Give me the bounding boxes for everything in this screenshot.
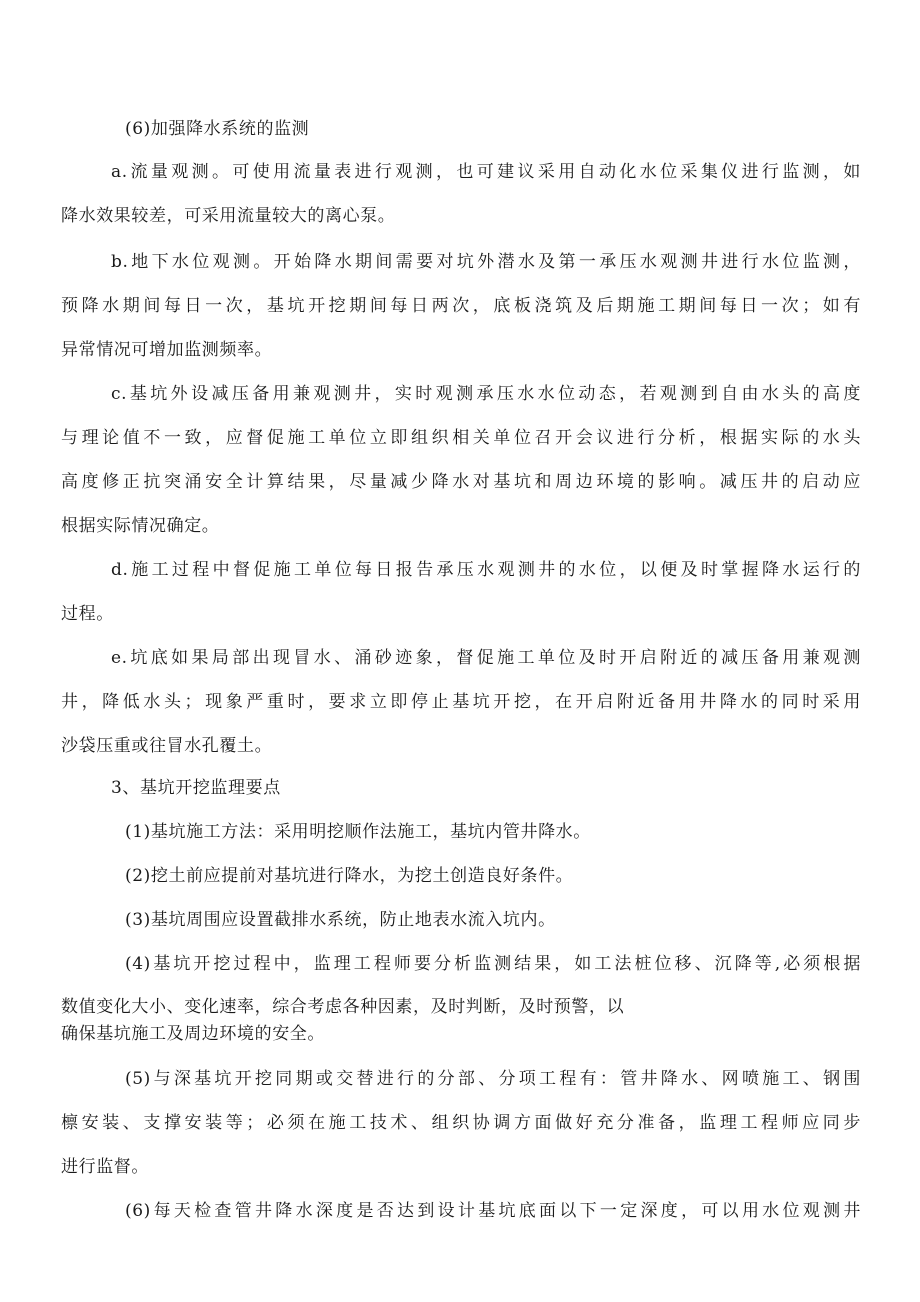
- paragraph-line: 过程。: [61, 604, 114, 624]
- paragraph-line: 降水效果较差，可采用流量较大的离心泵。: [61, 206, 396, 226]
- text-line: [0, 548, 920, 592]
- text-line: [0, 810, 920, 854]
- paragraph-line: 根据实际情况确定。: [61, 516, 220, 536]
- paragraph-line: 预降水期间每日一次，基坑开挖期间每日两次，底板浇筑及后期施工期间每日一次；如有: [61, 296, 861, 316]
- text-line: [0, 1189, 920, 1233]
- paragraph-line: e.坑底如果局部出现冒水、涌砂迹象，督促施工单位及时开启附近的减压备用兼观测: [111, 648, 861, 668]
- text-line: [0, 504, 920, 548]
- text-line: [0, 592, 920, 636]
- list-item: (4)基坑开挖过程中，监理工程师要分析监测结果，如工法桩位移、沉降等,必须根据: [125, 954, 861, 974]
- paragraph-line: 与理论值不一致，应督促施工单位立即组织相关单位召开会议进行分析，根据实际的水头: [61, 428, 861, 448]
- paragraph-line: a.流量观测。可使用流量表进行观测，也可建议采用自动化水位采集仪进行监测，如: [111, 162, 861, 182]
- paragraph-line: 井，降低水头；现象严重时，要求立即停止基坑开挖，在开启附近备用井降水的同时采用: [61, 692, 861, 712]
- text-line: [0, 284, 920, 328]
- text-line: [0, 150, 920, 194]
- list-item: (6)每天检查管井降水深度是否达到设计基坑底面以下一定深度，可以用水位观测井: [125, 1201, 861, 1221]
- paragraph-line: d.施工过程中督促施工单位每日报告承压水观测井的水位，以便及时掌握降水运行的: [111, 560, 861, 580]
- text-line: [0, 240, 920, 284]
- paragraph-line: b.地下水位观测。开始降水期间需要对坑外潜水及第一承压水观测井进行水位监测，: [111, 252, 861, 272]
- text-line: [0, 724, 920, 768]
- paragraph-line: c.基坑外设减压备用兼观测井，实时观测承压水水位动态，若观测到自由水头的高度: [111, 384, 861, 404]
- heading-monitoring: (6)加强降水系统的监测: [125, 119, 310, 139]
- paragraph-line: 进行监督。: [61, 1157, 149, 1177]
- paragraph-line: 数值变化大小、变化速率，综合考虑各种因素，及时判断，及时预警，以: [61, 997, 625, 1017]
- text-line: [0, 898, 920, 942]
- text-line: [0, 1012, 920, 1056]
- list-item: (5)与深基坑开挖同期或交替进行的分部、分项工程有：管井降水、网喷施工、钢围: [125, 1069, 861, 1089]
- paragraph-line: 异常情况可增加监测频率。: [61, 340, 273, 360]
- text-line: [0, 107, 920, 151]
- text-line: [0, 1057, 920, 1101]
- paragraph-line: 沙袋压重或往冒水孔覆土。: [61, 736, 273, 756]
- list-item: (3)基坑周围应设置截排水系统，防止地表水流入坑内。: [125, 910, 556, 930]
- text-line: [0, 194, 920, 238]
- text-line: [0, 1145, 920, 1189]
- text-line: [0, 328, 920, 372]
- paragraph-line: 确保基坑施工及周边环境的安全。: [61, 1024, 325, 1044]
- list-item: (2)挖土前应提前对基坑进行降水，为挖土创造良好条件。: [125, 866, 574, 886]
- paragraph-line: 檩安装、支撑安装等；必须在施工技术、组织协调方面做好充分准备，监理工程师应同步: [61, 1113, 861, 1133]
- text-line: [0, 1101, 920, 1145]
- text-line: [0, 372, 920, 416]
- section-heading: 3、基坑开挖监理要点: [111, 778, 281, 798]
- text-line: [0, 636, 920, 680]
- text-line: [0, 460, 920, 504]
- paragraph-line: 高度修正抗突涌安全计算结果，尽量减少降水对基坑和周边环境的影响。减压井的启动应: [61, 472, 861, 492]
- text-line: [0, 854, 920, 898]
- text-line: [0, 416, 920, 460]
- text-line: [0, 680, 920, 724]
- list-item: (1)基坑施工方法：采用明挖顺作法施工，基坑内管井降水。: [125, 822, 591, 842]
- text-line: [0, 766, 920, 810]
- text-line: [0, 942, 920, 986]
